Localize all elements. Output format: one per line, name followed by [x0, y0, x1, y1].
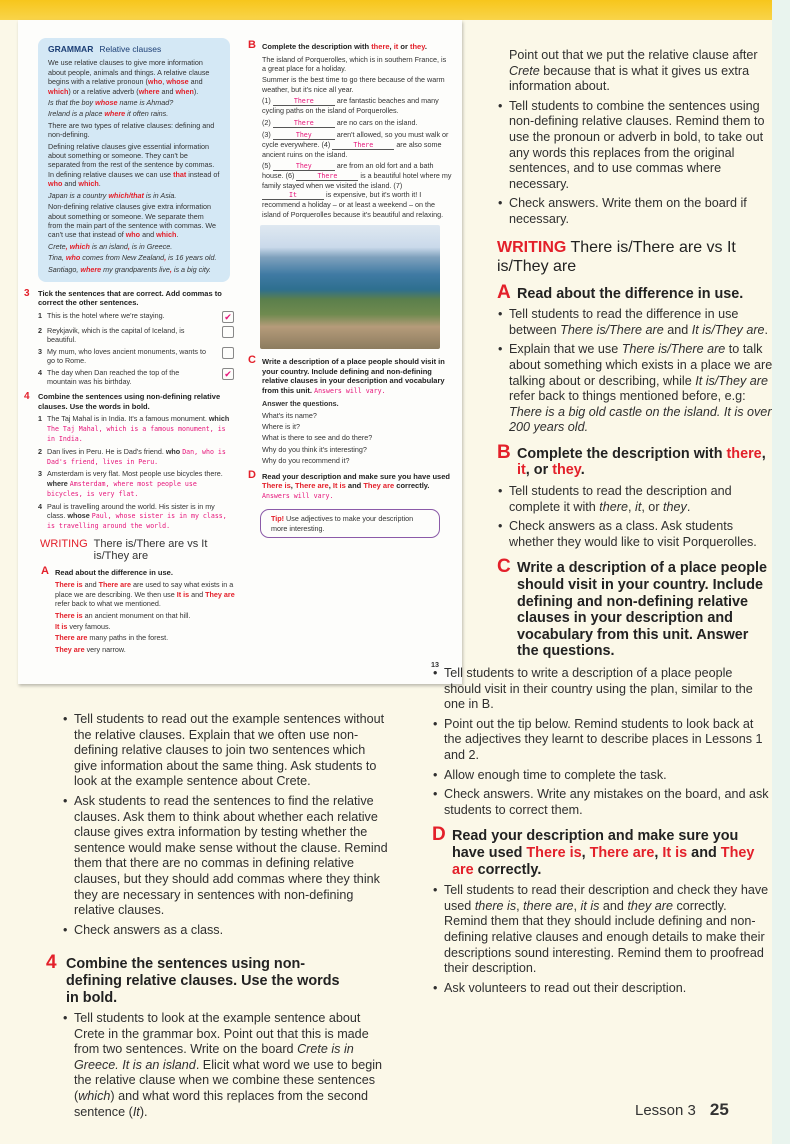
text-run: and [188, 77, 203, 87]
paragraph [55, 580, 235, 608]
text-run: It is [332, 481, 346, 491]
checkbox[interactable]: ✔ [222, 311, 234, 323]
exb-intro: The island of Porquerolles, which is in southern France, is a great place for a holiday. [262, 54, 447, 73]
teacher-notes-left [46, 712, 388, 1124]
answer-note: Answers will vary. [262, 491, 334, 500]
exb-gap-2: (2) There are no cars on the island. [262, 117, 418, 127]
exc-sub: Answer the questions. [262, 399, 339, 409]
text-run: which [78, 1089, 111, 1104]
gap-answer[interactable]: They [273, 131, 335, 140]
d-bullets [432, 883, 772, 996]
text-run: there is [474, 898, 517, 913]
text-run: There is/There are [560, 322, 664, 337]
note-bullet: • Check answers as a class. [62, 923, 388, 939]
text-run: ). [193, 86, 199, 96]
text-run: Santiago, [48, 264, 81, 274]
text-run: correctly. Remind them that they should include defining and non-defining relative clauses and enough details to make their descriptions sound interesting. Remind them to proofread their description. [444, 898, 765, 976]
text-run: which [48, 86, 69, 96]
writing-title: There is/There are vs It is/They are [93, 537, 208, 562]
text-run: is in Asia. [143, 190, 177, 200]
text-run: where [138, 86, 160, 96]
item-number: 2 [38, 325, 42, 335]
text-run: they [409, 42, 425, 51]
checkbox[interactable]: ✔ [222, 368, 234, 380]
text-run: . [580, 462, 585, 479]
a-bullets [497, 307, 773, 436]
paragraph [48, 58, 220, 96]
item-keyword: where [47, 478, 68, 488]
heading-c: C Write a description of a place people should visit in your country. Include defining and non-defining relative clauses in your description and vocabulary from this unit. Answer the questions. [497, 556, 768, 660]
gap-answer[interactable]: There [332, 141, 394, 150]
text-run: They are [452, 844, 755, 878]
item-number: 3 [38, 469, 42, 479]
item-answer: Amsterdam, where most people use bicycles, is very flat. [47, 479, 197, 499]
text-run: , [162, 77, 167, 87]
text-run: instead of [186, 169, 220, 179]
text-run: and [159, 86, 176, 96]
text-run: and [687, 844, 721, 861]
item-number: 3 [38, 346, 42, 356]
text-run: Check answers as a class. Ask students whether they would like to visit Porquerolles. [509, 519, 757, 549]
text-run: there [726, 445, 762, 462]
paragraph [55, 633, 235, 642]
paragraph [48, 191, 220, 200]
item-answer: Dan, who is Dad's friend, lives in Peru. [47, 447, 226, 466]
text-run: it [635, 499, 642, 514]
text-run: and [82, 580, 99, 590]
text-run: name is Ahmad? [117, 98, 174, 108]
student-page-number: 13 [431, 660, 439, 669]
text-run: Tell students to look at the example sentence about Crete in the grammar box. Point out that this is made from two sentences. Write on the board [74, 1011, 369, 1057]
paragraph [48, 242, 220, 251]
text-run: Ireland is a place [48, 109, 105, 119]
text-run: It [132, 1104, 140, 1119]
text-run: Defining relative clauses give essential information about something or someone. They can't be separated from the rest of the sentence by commas. In defining relative clauses we can use [48, 141, 215, 179]
ex4-instruction [24, 391, 234, 411]
text-run: There is a big old castle on the island. It is over 200 years old. [509, 404, 772, 435]
note-bullet [497, 342, 773, 436]
item-text: Paul is travelling around the world. His sister is in my class. [47, 501, 215, 521]
note-bullet: • Check answers. Write any mistakes on the board, and ask students to correct them. [432, 787, 772, 818]
exa-letter: A [41, 564, 49, 577]
text-run: There are [98, 580, 131, 590]
exercise-3 [24, 287, 234, 386]
text-run: . [98, 179, 101, 189]
text-run: is a big city. [171, 264, 211, 274]
item-keyword: who [165, 446, 181, 456]
note-bullet: • Allow enough time to complete the task. [432, 768, 772, 784]
answer-note: Answers will vary. [314, 386, 386, 395]
text-run: Complete the description with [517, 445, 727, 462]
paragraph [48, 98, 220, 107]
note-bullet [497, 519, 773, 550]
text-run: it [393, 42, 399, 51]
ex3-item [38, 368, 234, 387]
grammar-heading [48, 45, 220, 54]
question: Why do you recommend it? [262, 456, 350, 466]
text-run: are used to say what exists in a place we are describing. We then use [55, 580, 234, 599]
text-run: Ask volunteers to read out their description. [444, 980, 687, 995]
exercise-c [248, 354, 452, 466]
text-run: Explain that we use [509, 342, 622, 357]
text-run: There is [262, 481, 291, 491]
heading-b: B Complete the description with there, it, or they. [497, 441, 766, 479]
text-run: , [169, 264, 172, 274]
text-run: . [176, 230, 179, 240]
question: Why do you think it's interesting? [262, 444, 367, 454]
note-bullet [432, 883, 772, 977]
text-run: whose [166, 77, 189, 87]
item-number: 4 [38, 367, 42, 377]
text-run: is an island [89, 241, 128, 251]
text-run: There is [526, 844, 582, 861]
text-run: my grandparents live [101, 264, 170, 274]
text-run: ) or a relative adverb ( [68, 86, 139, 96]
note-bullets [497, 99, 773, 228]
text-run: . [424, 42, 427, 51]
grammar-title: Relative clauses [99, 44, 162, 54]
grammar-text [48, 58, 220, 274]
tip-box [260, 509, 440, 538]
item-number: 2 [38, 446, 42, 456]
text-run: Crete is in Greece. It is an island [74, 1042, 354, 1072]
paragraph [48, 121, 220, 140]
exercise-d [248, 468, 452, 502]
note-bullet: • Point out the tip below. Remind students to look back at the adjectives they learnt to describe places in Lessons 1 and 2. [432, 717, 772, 764]
ex4-item [38, 502, 234, 532]
exercise-a [41, 564, 235, 654]
text-run: , [628, 499, 636, 514]
paragraph [55, 645, 235, 654]
exc-letter: C [248, 354, 256, 367]
ex4-item [38, 414, 234, 444]
text-run: They are [363, 481, 395, 491]
ex3-item [38, 347, 234, 366]
text-run: Tell students to read the difference in use between [509, 307, 739, 337]
text-run: is 16 years old. [166, 253, 217, 263]
text-run: they [552, 462, 581, 479]
text-run: They are [205, 589, 235, 599]
note-bullet: • Tell students to read out the example sentences without the relative clauses. Explain that we often use non-defining relative clauses to join two sentences which give information about the same thing. Ask students to look at the example sentence about Crete. [62, 712, 388, 790]
text-run: . [686, 499, 691, 514]
heading-d: D Read your description and make sure you have used There is, There are, It is and They are correctly. [432, 824, 755, 878]
student-right-column [248, 39, 452, 538]
text-run: , [127, 241, 130, 251]
text-run: , [761, 445, 766, 462]
note-bullet: • Tell students to write a description of a place people should visit in their country using the plan, similar to the one in B. [432, 666, 772, 713]
text-run: , [581, 844, 590, 861]
text-run: there [371, 42, 390, 51]
paragraph [48, 109, 220, 118]
text-run: and [345, 481, 364, 491]
text-run: there are [523, 898, 574, 913]
text-run: Crete [509, 63, 540, 78]
grammar-box [38, 38, 230, 282]
ex3-items [38, 311, 234, 386]
exa-text-body [55, 580, 235, 654]
text-run: and [140, 230, 157, 240]
item-keyword: which [208, 414, 230, 424]
ex4-item [38, 447, 234, 468]
exercise-4 [24, 391, 234, 531]
item-answer: Paul, whose sister is in my class, is travelling around the world. [47, 512, 227, 531]
text-run: which/that [108, 190, 144, 200]
text-run: they are [627, 898, 673, 913]
text-run: they [663, 499, 687, 514]
paragraph [48, 253, 220, 262]
text-run: ). [139, 1104, 148, 1119]
exb-intro-2: Summer is the best time to go there because of the warm weather, but it's nice all year. [262, 75, 445, 94]
exa-instruction [41, 564, 235, 578]
text-run: it often rains. [125, 109, 169, 119]
exc-instruction: C Write a description of a place people should visit in your country. Include defining and non-defining relative clauses in your description and vocabulary from this unit. Answers will vary. [248, 354, 445, 395]
ex3-item [38, 311, 234, 324]
text-run: Tina, [48, 253, 66, 263]
question: Where is it? [262, 421, 300, 431]
gap-answer[interactable]: There [273, 119, 335, 128]
text-run: We use relative clauses to give more information about people, animals and things. A relative clause begins with a relative pronoun ( [48, 58, 210, 87]
text-run: There are [589, 844, 655, 861]
text-run: who [65, 253, 81, 263]
text-run: There is [55, 610, 83, 620]
text-run: Point out that we put the relative clause after [509, 48, 758, 62]
item-text: This is the hotel where we're staying. [47, 310, 165, 320]
text-run: which [78, 179, 99, 189]
text-run: refer back to things mentioned before, e.g: [509, 389, 746, 404]
gap-answer[interactable]: There [296, 172, 358, 181]
writing-heading [40, 538, 234, 562]
exb-letter: B [248, 39, 256, 51]
text-run: and [599, 898, 628, 913]
page-number: 25 [709, 1100, 729, 1119]
text-run: is in Greece. [129, 241, 173, 251]
heading-4: 4 Combine the sentences using non-defining relative clauses. Use the words in bold. [46, 952, 340, 1006]
note-bullet [62, 1011, 388, 1120]
heading-a: A Read about the difference in use. [497, 281, 744, 303]
text-run: , [389, 42, 394, 51]
item-text: The Taj Mahal is in India. It's a famous monument. [47, 414, 207, 424]
text-run: refer back to what we mentioned. [55, 599, 161, 609]
ex4-items [38, 414, 234, 531]
top-band [0, 0, 772, 20]
text-run: who [48, 179, 63, 189]
text-run: There are two types of relative clauses: defining and non-defining. [48, 120, 215, 140]
ex3-item [38, 326, 234, 345]
text-run: and [663, 322, 692, 337]
text-run: It is/They are [691, 322, 765, 337]
ex4-text: Combine the sentences using non-defining relative clauses. Use the words in bold. [38, 392, 221, 411]
left-bullets [62, 712, 388, 938]
text-run: Complete the description with [262, 42, 372, 51]
lesson-label: Lesson 3 [635, 1102, 696, 1119]
text-run: It is/They are [695, 373, 769, 388]
item-text: Dan lives in Peru. He is Dad's friend. [47, 446, 164, 456]
text-run: It is [55, 621, 68, 631]
note-bullet [497, 307, 773, 338]
item-keyword: whose [67, 511, 90, 521]
question: What's its name? [262, 410, 317, 420]
tip-text: Use adjectives to make your description more interesting. [271, 514, 414, 533]
text-run: , or [525, 462, 553, 479]
student-left-column [24, 38, 235, 660]
ex3-number: 3 [24, 287, 30, 299]
paragraph [55, 611, 235, 620]
exb-gap-5: (5) They are from an old fort and a bath house. (6) There is a beautiful hotel where my family stayed when we visited the island. (7) It is expensive, but it's worth it! I recommend a holiday – or at least a weekend – on the island of Porquerolles because it's beautiful and relaxing. [262, 160, 452, 219]
text-run: ) and what word this replaces from the second sentence ( [74, 1089, 369, 1119]
checkbox[interactable] [222, 326, 234, 338]
ex3-text: Tick the sentences that are correct. Add commas to correct the other sentences. [38, 288, 222, 308]
text-run: who [147, 77, 163, 87]
text-run: where [104, 109, 126, 119]
tip-label: Tip! [271, 514, 285, 524]
item-answer: The Taj Mahal, which is a famous monument, is in India. [47, 424, 226, 444]
exc-questions [262, 411, 452, 466]
exercise-b [248, 39, 452, 219]
note-bullet [497, 484, 773, 515]
text-run: when [175, 86, 194, 96]
teacher-notes-right-bottom [432, 666, 772, 996]
text-run: and [62, 179, 79, 189]
checkbox[interactable] [222, 347, 234, 359]
text-run: an ancient monument on that hill. [82, 610, 191, 620]
exb-gap-3: (3) They aren't allowed, so you must walk or cycle everywhere. (4) There are also some ancient ruins on the island. [262, 129, 449, 159]
exd-instruction [248, 468, 452, 502]
text-run: many paths in the forest. [87, 633, 169, 643]
text-run: correctly. [394, 481, 430, 491]
text-run: Tell students to read their description and check they have used [444, 883, 769, 913]
text-run: , [654, 844, 663, 861]
text-run: who [125, 230, 141, 240]
text-run: there [599, 499, 629, 514]
item-number: 1 [38, 414, 42, 424]
student-book-page [18, 20, 462, 684]
note-bullet: • Ask students to read the sentences to find the relative clauses. Ask them to think about whether each relative clause gives extra information by testing whether the sentence would make sense without the clause. Remind them that there are no commas in defining relative clauses, but they should add commas where they think they are necessary in sentences with non-defining relative clauses. [62, 794, 388, 919]
text-run: correctly. [473, 861, 542, 878]
text-run: They are [55, 644, 85, 654]
gap-answer[interactable]: There [273, 97, 335, 106]
exb-gap-1: (1) There are fantastic beaches and many cycling paths on the island of Porquerolles. [262, 96, 439, 116]
text-run: It is [662, 844, 688, 861]
text-run: , which [65, 241, 90, 251]
text-run: that [173, 169, 187, 179]
text-run: and [189, 589, 206, 599]
exa-text: Read about the difference in use. [55, 567, 173, 577]
item-text: Reykjavik, which is the capital of Iceland, is beautiful. [47, 325, 185, 345]
footer [635, 1100, 729, 1120]
question: What is there to see and do there? [262, 433, 373, 443]
writing-heading-right: WRITING There is/There are vs It is/They are [497, 238, 736, 275]
item-text: My mum, who loves ancient monuments, wants to go to Rome. [47, 346, 206, 366]
text-run: There is/There are [621, 342, 726, 357]
text-run: Japan is a country [48, 190, 109, 200]
ex4-item [38, 469, 234, 499]
text-run: There are [55, 633, 88, 643]
text-run: Non-defining relative clauses give extra information about something or someone. We separate them from the main part of the sentence with commas. We can't use that instead of [48, 202, 217, 240]
text-run: very narrow. [84, 644, 126, 654]
paragraph [48, 142, 220, 189]
text-run: , [573, 898, 581, 913]
note-bullet: • Tell students to combine the sentences using non-defining relative clauses. Remind them to use the pronoun or adverb in bold, to take out any words this replaces from the original sentences, and to use commas where necessary. [497, 99, 773, 193]
gap-answer[interactable]: It [262, 191, 324, 200]
text-run: , or [641, 499, 664, 514]
text-run: Crete [48, 241, 66, 251]
text-run: . [764, 322, 769, 337]
b-bullets [497, 484, 773, 550]
island-photo [260, 225, 440, 349]
text-run: very famous. [67, 621, 111, 631]
text-run: Read your description and make sure you have used [262, 471, 450, 481]
item-text: Amsterdam is very flat. Most people use bicycles there. [47, 469, 223, 479]
text-run: to talk about something which exists in a place we are talking about or describing, while [509, 342, 773, 388]
text-run: There are [294, 481, 329, 491]
text-run: it [517, 462, 526, 479]
ex3-instruction [24, 287, 234, 308]
c-bullets [432, 666, 772, 818]
text-run: whose [95, 98, 118, 108]
item-number: 1 [38, 310, 42, 320]
paragraph [48, 202, 220, 240]
paragraph [48, 265, 220, 274]
text-run: Tell students to read the description and complete it with [509, 484, 732, 514]
ex4-number: 4 [24, 391, 30, 403]
text-run: Read your description and make sure you have used [452, 828, 739, 861]
note-bullet [432, 981, 772, 997]
text-run: Is that the boy [48, 98, 96, 108]
text-run: or [398, 42, 410, 51]
grammar-label: GRAMMAR [48, 44, 94, 54]
text-run: . Elicit what word we use to begin the relative clause when we combine these sentences ( [74, 1057, 383, 1104]
note-bullet: • Check answers. Write them on the board if necessary. [497, 196, 773, 227]
text-run: because that is what it gives us extra information about. [509, 63, 750, 94]
writing-label: WRITING [40, 537, 88, 550]
exb-text [262, 42, 427, 51]
text-run: , [164, 253, 167, 263]
text-run: It is [176, 589, 190, 599]
text-run: it is [580, 898, 600, 913]
exd-letter: D [248, 468, 256, 481]
text-run: which [156, 230, 177, 240]
exb-instruction [248, 39, 452, 52]
item-text: The day when Dan reached the top of the mountain was his birthday. [47, 367, 180, 386]
text-run: , [290, 481, 295, 491]
text-run: where [80, 264, 102, 274]
item-number: 4 [38, 501, 42, 511]
paragraph [55, 622, 235, 631]
gap-answer[interactable]: They [273, 162, 335, 171]
note-paragraph [497, 48, 773, 95]
text-run: comes from New Zealand [80, 253, 165, 263]
text-run: There is [55, 580, 83, 590]
text-run: , [516, 898, 524, 913]
text-run: , [328, 481, 333, 491]
